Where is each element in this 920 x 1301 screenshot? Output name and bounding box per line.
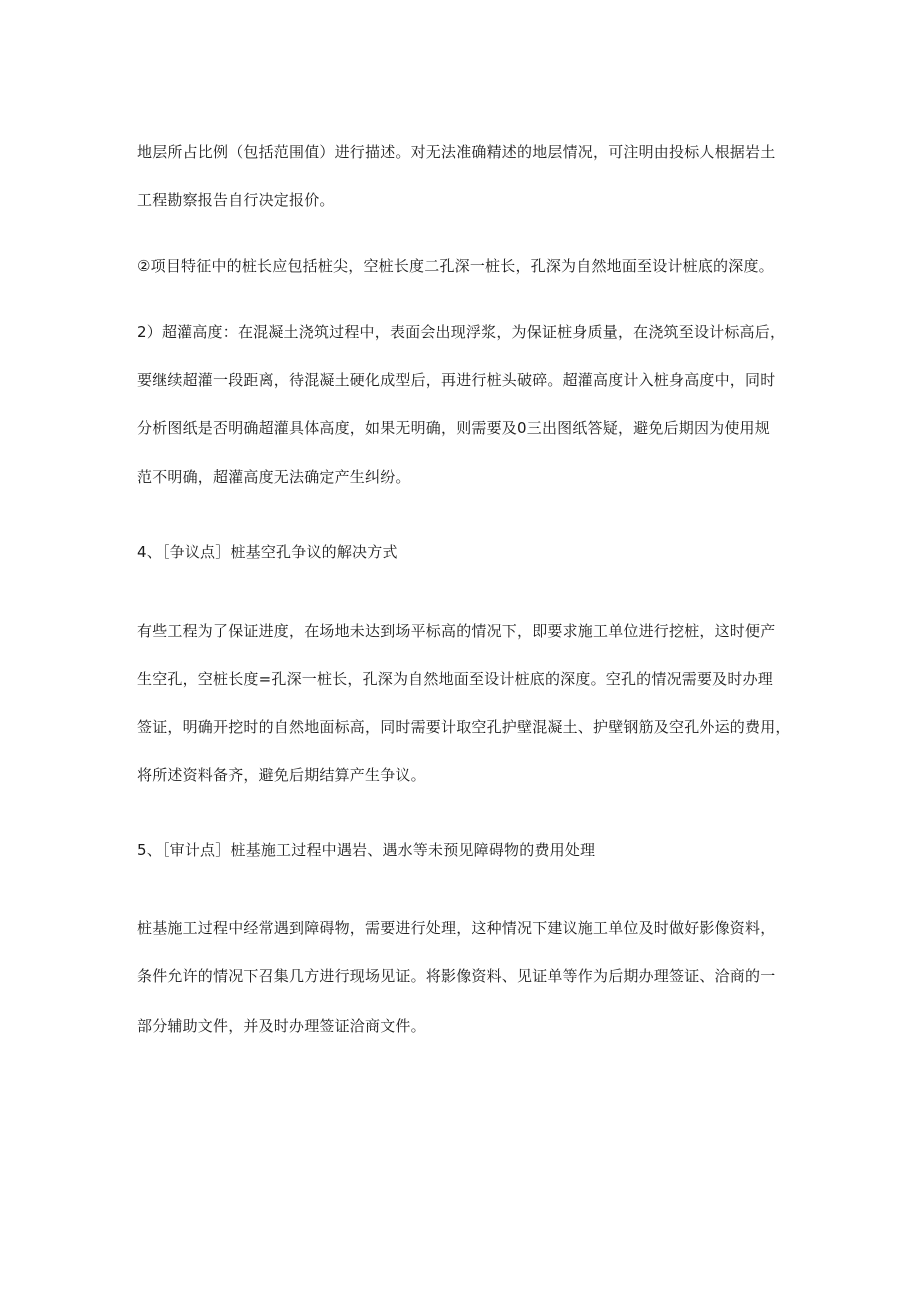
paragraph-line: 有些工程为了保证进度，在场地未达到场平标高的情况下，即要求施工单位进行挖桩，这时便产 bbox=[137, 622, 776, 640]
paragraph-line: 桩基施工过程中经常遇到障碍物，需要进行处理，这种情况下建议施工单位及时做好影像资料， bbox=[137, 919, 776, 937]
paragraph-line: 地层所占比例（包括范围值）进行描述。对无法准确精述的地层情况，可注明由投标人根据岩土 bbox=[137, 143, 776, 161]
paragraph-line: 签证，明确开挖时的自然地面标高，同时需要计取空孔护壁混凝土、护壁钢筋及空孔外运的费用， bbox=[137, 718, 791, 736]
paragraph-line: 分析图纸是否明确超灌具体高度，如果无明确，则需要及0三出图纸答疑，避免后期因为使用规 bbox=[137, 419, 770, 437]
paragraph-line: 工程勘察报告自行决定报价。 bbox=[137, 191, 335, 209]
paragraph-line: 部分辅助文件，并及时办理签证洽商文件。 bbox=[137, 1017, 426, 1035]
paragraph-line: 生空孔，空桩长度=孔深一桩长，孔深为自然地面至设计桩底的深度。空孔的情况需要及时办理 bbox=[137, 670, 773, 688]
paragraph-line: ②项目特征中的桩长应包括桩尖，空桩长度二孔深一桩长，孔深为自然地面至设计桩底的深度。 bbox=[137, 257, 774, 275]
section-heading: 5、［审计点］桩基施工过程中遇岩、遇水等未预见障碍物的费用处理 bbox=[137, 841, 596, 859]
paragraph-line: 将所述资料备齐，避免后期结算产生争议。 bbox=[137, 766, 426, 784]
paragraph-line: 条件允许的情况下召集几方进行现场见证。将影像资料、见证单等作为后期办理签证、洽商的一 bbox=[137, 967, 776, 985]
section-heading: 4、［争议点］桩基空孔争议的解决方式 bbox=[137, 543, 398, 561]
paragraph-line: 2）超灌高度：在混凝土浇筑过程中，表面会出现浮浆，为保证桩身质量，在浇筑至设计标高后， bbox=[137, 323, 786, 341]
paragraph-line: 要继续超灌一段距离，待混凝土硬化成型后，再进行桩头破碎。超灌高度计入桩身高度中，同时 bbox=[137, 371, 776, 389]
paragraph-line: 范不明确，超灌高度无法确定产生纠纷。 bbox=[137, 468, 411, 486]
